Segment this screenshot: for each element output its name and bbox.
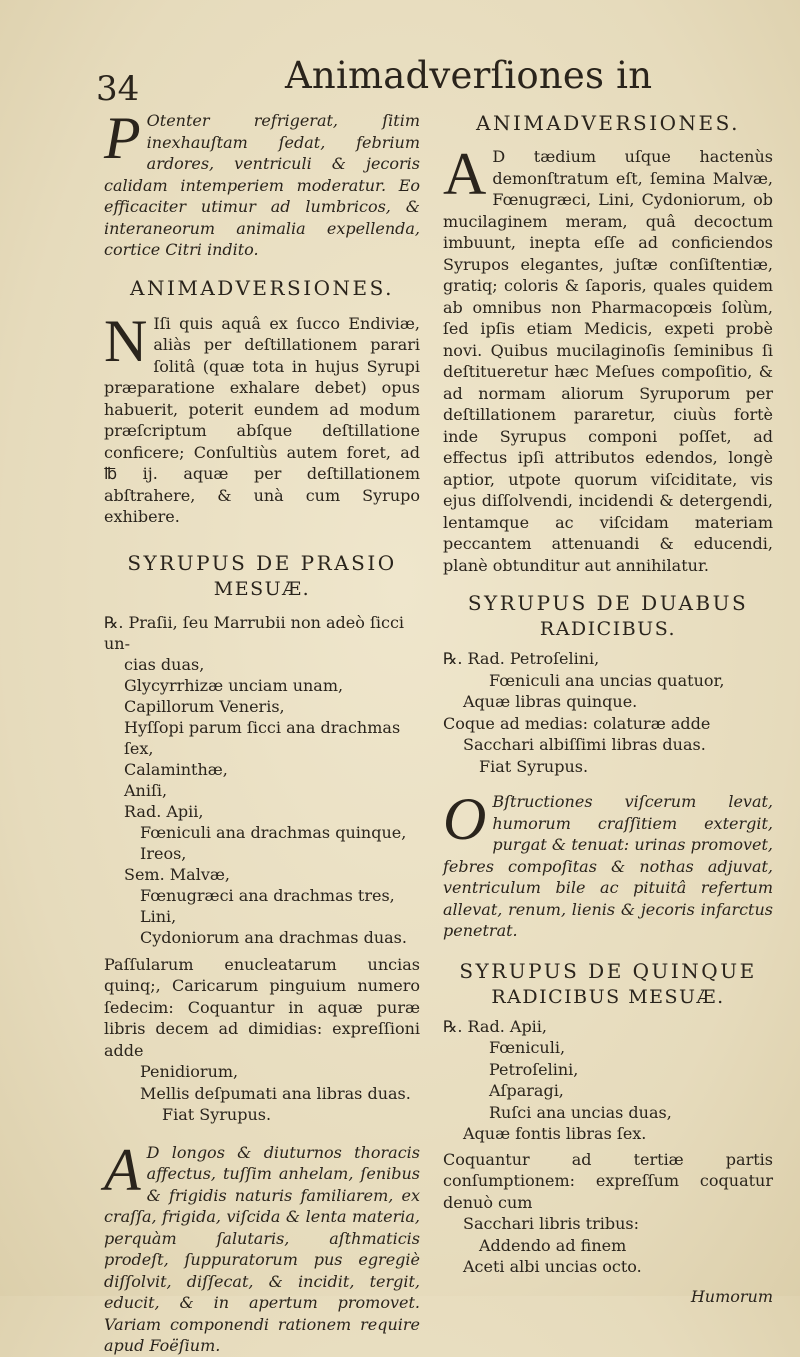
ingredient-line: Glycyrrhizæ unciam unam, xyxy=(124,675,344,695)
ingredient-line: cias duas, xyxy=(124,654,205,674)
ingredient-line: Fœniculi ana drachmas quinque, xyxy=(140,822,407,842)
ingredient-line: Sem. Malvæ, xyxy=(124,864,230,884)
ingredient-line: Lini, xyxy=(140,906,177,926)
section-heading: ANIMADVERSIONES. xyxy=(130,275,394,300)
drop-cap: O xyxy=(443,786,487,852)
ingredient-line: Calaminthæ, xyxy=(124,759,228,779)
ingredient-line: Aquæ fontis libras ſex. xyxy=(463,1124,647,1143)
ingredient-line: ℞. Rad. Petroſelini, xyxy=(443,649,600,668)
fiat-line: Fiat Syrupus. xyxy=(479,756,589,776)
drop-cap: A xyxy=(443,141,487,207)
ingredient-line: Penidiorum, xyxy=(140,1062,239,1081)
recipe-title: SYRUPUS DE PRASIO xyxy=(127,550,397,575)
ingredient-line: Sacchari albiſſimi libras duas. xyxy=(463,735,706,754)
ingredient-line: Ireos, xyxy=(140,843,187,863)
right-paragraph-2: Coque ad medias: colaturæ adde xyxy=(443,713,711,733)
left-paragraph-1 xyxy=(104,105,420,261)
left-paragraph-3: Paſſularum enucleatarum uncias quinq;, Caricarum pinguium numero ſedecim: Coquantur in aquæ puræ libris decem ad dimidias: expreſſioni adde xyxy=(104,954,420,1060)
paragraph-text: Otenter refrigerat, ſitim inexhauſtam ſedat, febrium ardores, ventriculi & jecoris calidam intemperiem moderatur. Eo efficaciter utimur ad lumbricos, & interaneorum animalia expellenda, cortice Citri indito. xyxy=(104,111,420,259)
recipe-title: SYRUPUS DE QUINQUE xyxy=(459,958,757,983)
recipe-ingredients xyxy=(104,612,420,948)
recipe-title-line-2: RADICIBUS MESUÆ. xyxy=(491,985,725,1008)
ingredient-line: Mellis deſpumati ana libras duas. xyxy=(140,1083,411,1103)
fiat-line: Fiat Syrupus. xyxy=(162,1105,272,1124)
left-paragraph-2 xyxy=(104,307,420,528)
right-paragraph-1 xyxy=(443,141,773,576)
ingredient-line: Aceti albi uncias octo. xyxy=(463,1257,642,1276)
ingredient-line: Aſparagi, xyxy=(489,1081,564,1100)
ingredient-line: Sacchari libris tribus: xyxy=(463,1214,639,1233)
page-number: 34 xyxy=(96,69,140,109)
ingredient-line: Hyſſopi parum ſicci ana drachmas ſex, xyxy=(124,717,401,758)
right-column xyxy=(443,110,773,1307)
ingredient-line: Fœniculi, xyxy=(489,1038,566,1057)
recipe-title: SYRUPUS DE DUABUS xyxy=(467,591,749,615)
left-column xyxy=(104,105,420,1357)
paragraph-text: Iſi quis aquâ ex ſucco Endiviæ, aliàs per deſtillationem parari ſolitâ (quæ tota in hujus Syrupi præparatione exhalare debet) opus habuerit, poterit eundem ad modum præſcriptum abſque deſtillatione conficere; Conſultiùs autem foret, ad ℔ ij. aquæ per deſtillationem abſtrahere, & unà cum Syrupo exhibere. xyxy=(104,313,420,526)
ingredient-line: ℞. Rad. Apii, xyxy=(443,1016,547,1036)
drop-cap: N xyxy=(104,307,148,374)
ingredient-line: Petroſelini, xyxy=(489,1059,579,1079)
ingredient-line: ℞. Praſii, ſeu Marrubii non adeò ſicci un- xyxy=(104,612,405,653)
running-title: Animadverſiones in xyxy=(285,54,653,97)
catchword: Humorum xyxy=(690,1286,773,1306)
paragraph-text: D tædium uſque hactenùs demonſtratum eſt, ſemina Malvæ, Fœnugræci, Lini, Cydoniorum, ob mucilaginem meram, quâ decoctum imbuunt, inepta eſſe ad conficiendos Syrupos elegantes, juſtæ conſiſtentiæ, gratiq; coloris & ſaporis, quales quidem ab omnibus non Pharmacopœis ſolùm, ſed ipſis etiam Medicis, expeti probè novi. Quibus mucilaginoſis ſeminibus ſi deſtitueretur hæc Meſues compoſitio, & ad normam aliorum Syruporum per deſtillationem pararetur, ciuùs fortè inde Syrupus componi poſſet, ad effectus ipſi attributos edendos, longè aptior, utpote quorum viſciditate, vis ejus diſſolvendi, incidendi & detergendi, lentamque ac viſcidam materiam peccantem attenuandi & educendi, planè obtunditur aut annihilatur. xyxy=(443,147,773,575)
ingredient-line: Cydoniorum ana drachmas duas. xyxy=(140,927,407,947)
drop-cap: A xyxy=(104,1136,141,1203)
ingredient-line: Aniſi, xyxy=(124,780,168,800)
recipe-title-line-2: RADICIBUS. xyxy=(539,618,677,640)
ingredient-line: Capillorum Veneris, xyxy=(124,696,285,716)
ingredient-line: Addendo ad finem xyxy=(479,1235,627,1255)
ingredient-line: Ruſci ana uncias duas, xyxy=(489,1102,672,1122)
left-paragraph-4 xyxy=(104,1136,420,1357)
paragraph-text: D longos & diuturnos thoracis affectus, tuſſim anhelam, ſenibus & frigidis naturis familiarem, ex craſſa, frigida, viſcida & lenta materia, perquàm ſalutaris, aſthmaticis prodeſt, ſuppuratorum pus egregiè diſſolvit, diſſecat, & incidit, tergit, educit, & in apertum promovet. Variam componendi rationem require apud Foëſium. xyxy=(104,1142,420,1355)
right-paragraph-4: Coquantur ad tertiæ partis conſumptionem: expreſſum coquatur denuò cum xyxy=(443,1149,773,1212)
section-heading: ANIMADVERSIONES. xyxy=(476,111,740,135)
drop-cap: P xyxy=(104,105,141,171)
ingredient-line: Rad. Apii, xyxy=(124,801,204,821)
ingredient-line: Fœniculi ana uncias quatuor, xyxy=(489,670,725,690)
ingredient-line: Fœnugræci ana drachmas tres, xyxy=(140,885,395,905)
right-paragraph-3 xyxy=(443,786,773,942)
paragraph-text: Bſtructiones viſcerum levat, humorum craſſitiem extergit, purgat & tenuat: urinas promovet, febres compoſitas & nothas adjuvat, ventriculum bile ac pituitâ refertum allevat, renum, lienis & jecoris infarctus penetrat. xyxy=(443,792,773,940)
ingredient-line: Aquæ libras quinque. xyxy=(463,692,638,711)
recipe-title-line-2: MESUÆ. xyxy=(213,577,311,600)
